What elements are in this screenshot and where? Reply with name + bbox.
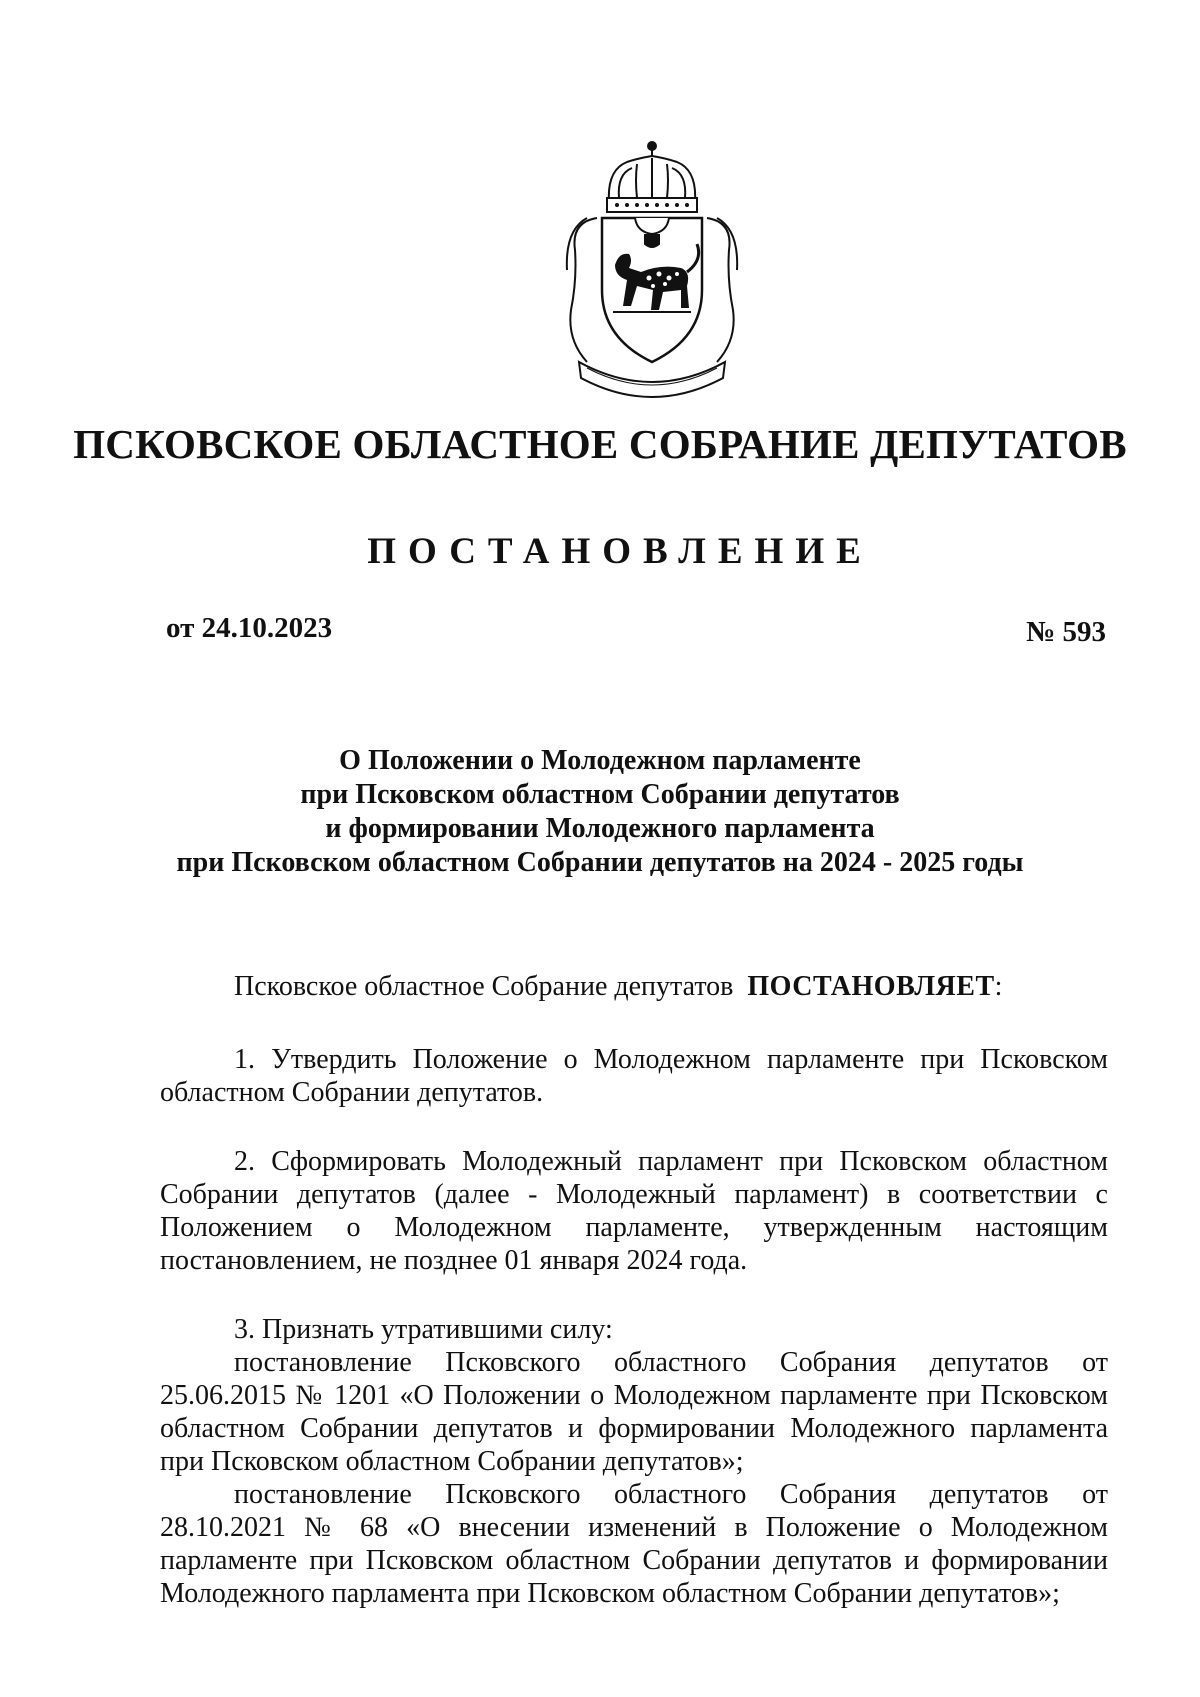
point-3: 3. Признать утратившими силу: (234, 1314, 613, 1345)
point-2: 2. Сформировать Молодежный парламент при Псковском областном Собрании депутатов (далее - Молодежный парламент) в соответствии с Положением о Молодежном парламенте, утвержденным настоящим постановлением, не позднее 01 января 2024 года. (160, 1146, 1108, 1276)
subject-line: при Псковском областном Собрании депутатов на 2024 - 2025 годы (176, 847, 1024, 878)
intro-verb: ПОСТАНОВЛЯЕТ (747, 971, 995, 1002)
repealed-item: постановление Псковского областного Собрания депутатов от 25.06.2015 № 1201 «О Положении о Молодежном парламенте при Псковском областном Собрании депутатов и формировании Молодежного парламента при Псковском областном Собрании депутатов»; (160, 1347, 1108, 1477)
document-type: ПОСТАНОВЛЕНИЕ (367, 531, 873, 572)
intro-colon: : (994, 971, 1003, 1002)
resolution-intro (160, 970, 1108, 1003)
organization-title: ПСКОВСКОЕ ОБЛАСТНОЕ СОБРАНИЕ ДЕПУТАТОВ (73, 421, 1127, 467)
repealed-item: постановление Псковского областного Собрания депутатов от 28.10.2021 № 68 «О внесении изменений в Положение о Молодежном парламенте при Псковском областном Собрании депутатов и формировании Молодежного парламента при Псковском областном Собрании депутатов»; (160, 1479, 1108, 1609)
subject-line: при Псковском областном Собрании депутатов (300, 779, 900, 810)
subject-line: и формировании Молодежного парламента (325, 813, 875, 844)
document-number: № 593 (1026, 616, 1106, 648)
intro-text: Псковское областное Собрание депутатов (234, 971, 734, 1002)
document-body (160, 970, 1108, 1610)
point-1: 1. Утвердить Положение о Молодежном парламенте при Псковском областном Собрании депутатов. (160, 1044, 1108, 1108)
coat-of-arms-icon (557, 140, 747, 402)
document-subject (0, 744, 1200, 880)
document-date: от 24.10.2023 (166, 612, 333, 644)
subject-line: О Положении о Молодежном парламенте (339, 745, 861, 776)
